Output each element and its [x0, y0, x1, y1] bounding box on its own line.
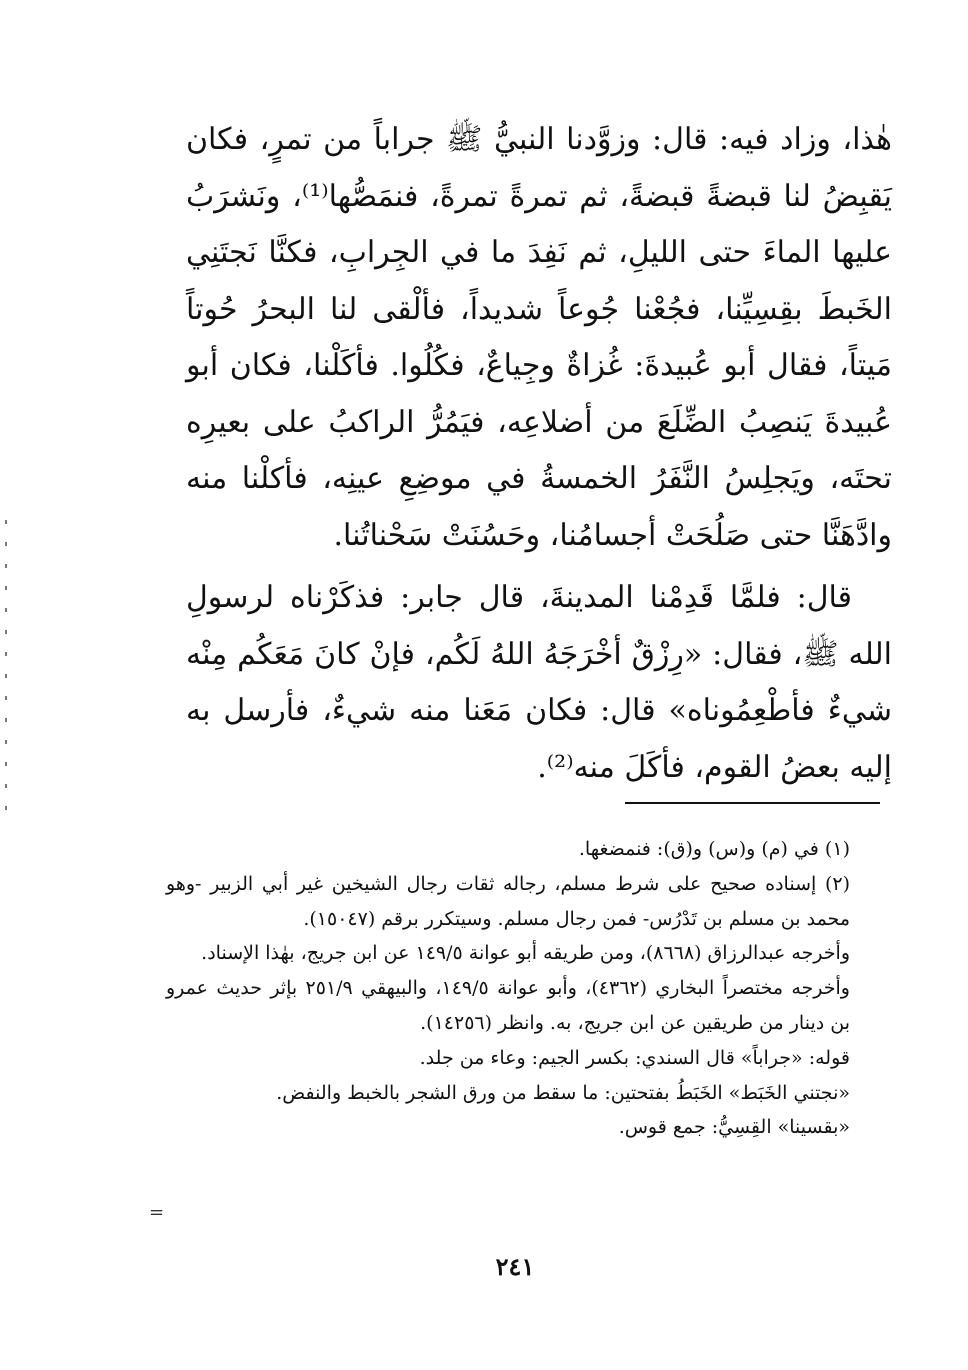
footnote-2-continuation-3: قوله: «جراباً» قال السندي: بكسر الجيم: وعاء من جلد. [419, 1046, 850, 1069]
footnote-2-continuation-1: وأخرجه عبدالرزاق (٨٦٦٨)، ومن طريقه أبو عوانة ١٤٩/٥ عن ابن جريج، بهٰذا الإسناد. [201, 942, 850, 965]
footnote-2: (٢) إسناده صحيح على شرط مسلم، رجاله ثقات رجال الشيخين غير أبي الزبير -وهو محمد بن مسلم بن تَدْرُس- فمن رجال مسلم. وسيتكرر برقم (١٥٠٤٧). [166, 872, 850, 930]
scan-margin-dots [5, 520, 7, 820]
continuation-mark: = [149, 1202, 165, 1223]
footnotes [166, 832, 892, 1145]
footnote-separator [625, 802, 880, 804]
main-text [186, 112, 892, 796]
main-paragraph-2: قال: فلمَّا قَدِمْنا المدينةَ، قال جابر: فذكَرْناه لرسولِ الله ﷺ، فقال: «رِزْقٌ أخْرَجَهُ اللهُ لَكُم، فإنْ كانَ مَعَكُم مِنْه شيءٌ فأطْعِمُوناه» قال: فكان مَعَنا منه شيءٌ، فأرسل به إليه بعضُ القوم، فأكَلَ منه⁽²⁾. [186, 580, 892, 785]
footnote-1: (١) في (م) و(س) و(ق): فنمضغها. [578, 838, 850, 860]
page-number: ٢٤١ [495, 1252, 535, 1281]
footnote-2-continuation-5: «بقسينا» القِسِيُّ: جمع قوس. [618, 1116, 850, 1139]
main-paragraph-1: هٰذا، وزاد فيه: قال: وزوَّدنا النبيُّ ﷺ جراباً من تمرٍ، فكان يَقبِضُ لنا قبضةً قبضةً، ثم تمرةً تمرةً، فنمَصُّها⁽¹⁾، ونَشرَبُ عليها الماءَ حتى الليلِ، ثم نَفِدَ ما في الجِرابِ، فكنَّا نَجتَنِي الخَبطَ بقِسِيِّنا، فجُعْنا جُوعاً شديداً، فألْقى لنا البحرُ حُوتاً مَيتاً، فقال أبو عُبيدةَ: غُزاةٌ وجِياعٌ، فكُلُوا. فأكَلْنا، فكان أبو عُبيدةَ يَنصِبُ الضِّلَعَ من أضلاعِه، فيَمُرُّ الراكبُ على بعيرِه تحتَه، ويَجلِسُ النَّفَرُ الخمسةُ في موضِعِ عينِه، فأكلْنا منه وادَّهَنَّا حتى صَلُحَتْ أجسامُنا، وحَسُنَتْ سَحْناتُنا. [186, 122, 892, 553]
footnote-2-continuation-4: «نجتني الخَبَط» الخَبَطُ بفتحتين: ما سقط من ورق الشجر بالخبط والنفض. [276, 1081, 850, 1104]
footnote-2-continuation-2: وأخرجه مختصراً البخاري (٤٣٦٢)، وأبو عوانة ١٤٩/٥، والبيهقي ٢٥١/٩ بإثر حديث عمرو بن دينار من طريقين عن ابن جريج، به. وانظر (١٤٢٥٦). [166, 977, 850, 1034]
